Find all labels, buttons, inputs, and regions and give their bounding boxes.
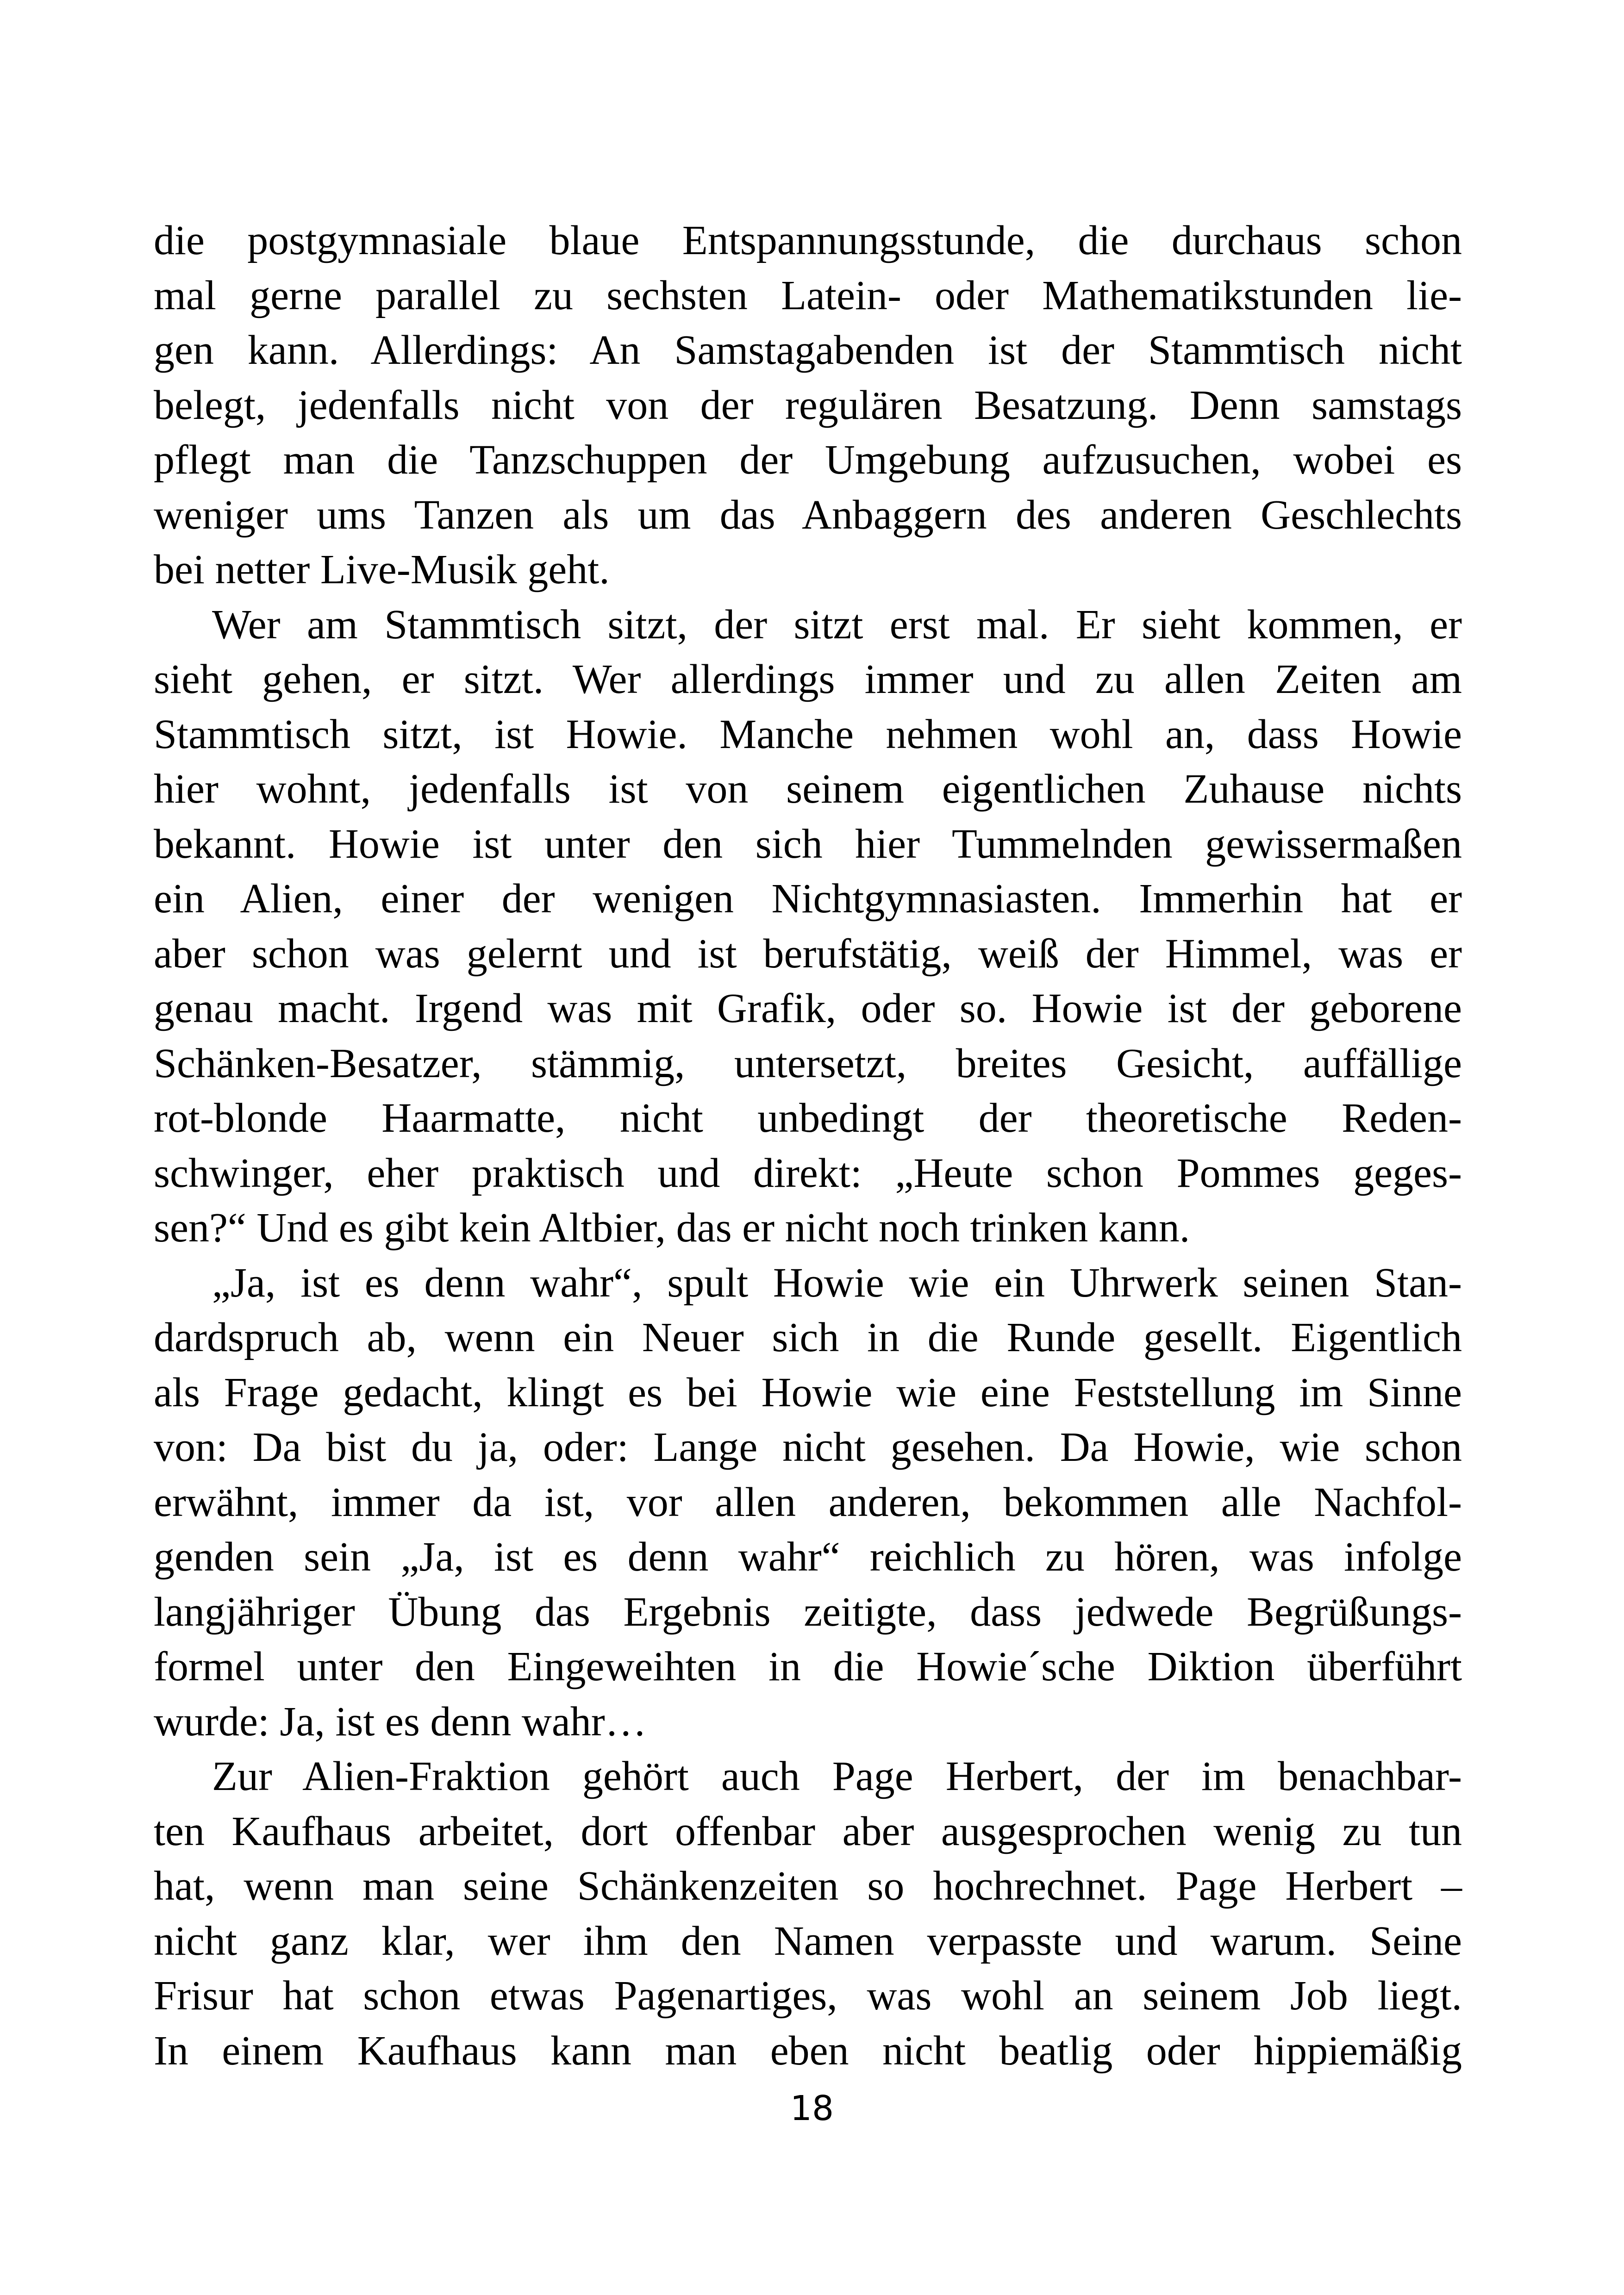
text-line: mal gerne parallel zu sechsten Latein- oder Mathematikstunden lie-: [154, 272, 1462, 318]
text-line: ten Kaufhaus arbeitet, dort offenbar aber ausgesprochen wenig zu tun: [154, 1808, 1462, 1854]
text-line: bei netter Live-Musik geht.: [154, 547, 610, 592]
text-line: nicht ganz klar, wer ihm den Namen verpasste und warum. Seine: [154, 1918, 1462, 1964]
text-line: langjähriger Übung das Ergebnis zeitigte, dass jedwede Begrüßungs-: [154, 1589, 1462, 1635]
text-line: aber schon was gelernt und ist berufstätig, weiß der Himmel, was er: [154, 930, 1462, 977]
text-line: Schänken-Besatzer, stämmig, untersetzt, breites Gesicht, auffällige: [154, 1040, 1462, 1086]
text-line: sen?“ Und es gibt kein Altbier, das er nicht noch trinken kann.: [154, 1205, 1190, 1251]
text-line: erwähnt, immer da ist, vor allen anderen, bekommen alle Nachfol-: [154, 1479, 1462, 1525]
text-line: schwinger, eher praktisch und direkt: „Heute schon Pommes geges-: [154, 1150, 1462, 1196]
text-line: bekannt. Howie ist unter den sich hier Tummelnden gewissermaßen: [154, 821, 1462, 867]
text-line: dardspruch ab, wenn ein Neuer sich in die Runde gesellt. Eigentlich: [154, 1315, 1462, 1360]
paragraph: [154, 213, 1462, 598]
text-line: Frisur hat schon etwas Pagenartiges, was wohl an seinem Job liegt.: [154, 1973, 1462, 2019]
text-line: wurde: Ja, ist es denn wahr…: [154, 1698, 647, 1745]
text-line: Wer am Stammtisch sitzt, der sitzt erst mal. Er sieht kommen, er: [212, 601, 1462, 648]
text-line: „Ja, ist es denn wahr“, spult Howie wie ein Uhrwerk seinen Stan-: [212, 1260, 1462, 1306]
text-line: belegt, jedenfalls nicht von der regulären Besatzung. Denn samstags: [154, 382, 1462, 428]
paragraph: [154, 1749, 1462, 2078]
text-line: hier wohnt, jedenfalls ist von seinem eigentlichen Zuhause nichts: [154, 766, 1462, 812]
text-line: gen kann. Allerdings: An Samstagabenden ist der Stammtisch nicht: [154, 327, 1462, 373]
text-line: hat, wenn man seine Schänkenzeiten so hochrechnet. Page Herbert –: [154, 1863, 1462, 1909]
paragraph: [154, 1256, 1462, 1750]
body-text: [154, 213, 1462, 2078]
text-line: als Frage gedacht, klingt es bei Howie wie eine Feststellung im Sinne: [154, 1369, 1462, 1416]
text-line: rot-blonde Haarmatte, nicht unbedingt der theoretische Reden-: [154, 1095, 1462, 1141]
text-line: genden sein „Ja, ist es denn wahr“ reichlich zu hören, was infolge: [154, 1534, 1462, 1580]
paragraph: [154, 598, 1462, 1256]
text-line: von: Da bist du ja, oder: Lange nicht gesehen. Da Howie, wie schon: [154, 1424, 1462, 1470]
text-line: In einem Kaufhaus kann man eben nicht beatlig oder hippiemäßig: [154, 2027, 1462, 2074]
page-number: 18: [790, 2089, 834, 2128]
text-line: sieht gehen, er sitzt. Wer allerdings immer und zu allen Zeiten am: [154, 656, 1462, 702]
text-line: pflegt man die Tanzschuppen der Umgebung aufzusuchen, wobei es: [154, 437, 1462, 483]
text-line: ein Alien, einer der wenigen Nichtgymnasiasten. Immerhin hat er: [154, 876, 1462, 922]
text-line: formel unter den Eingeweihten in die Howie´sche Diktion überführt: [154, 1644, 1462, 1690]
text-line: weniger ums Tanzen als um das Anbaggern des anderen Geschlechts: [154, 492, 1462, 538]
text-line: Zur Alien-Fraktion gehört auch Page Herbert, der im benachbar-: [212, 1753, 1462, 1799]
text-line: die postgymnasiale blaue Entspannungsstunde, die durchaus schon: [154, 218, 1462, 263]
text-line: Stammtisch sitzt, ist Howie. Manche nehmen wohl an, dass Howie: [154, 711, 1462, 757]
text-line: genau macht. Irgend was mit Grafik, oder so. Howie ist der geborene: [154, 985, 1462, 1031]
